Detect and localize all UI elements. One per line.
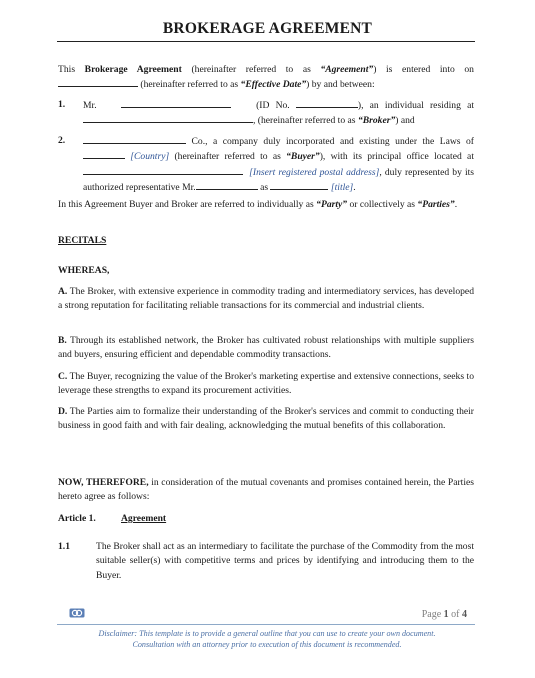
document-logo-icon [69, 608, 85, 618]
whereas-heading: WHEREAS, [58, 265, 110, 276]
address-placeholder[interactable]: [Insert registered postal address] [249, 166, 380, 178]
party-1-paragraph: Mr. (ID No. ), an individual residing at , (hereinafter referred to as “Broker”) and [83, 100, 475, 127]
rep-title-blank[interactable] [270, 180, 328, 190]
clause-1-1: The Broker shall act as an intermediary to facilitate the purchase of the Commodity from the most suitable seller(s) with competitive terms and prices by identifying and introducing them to the Buyer. [96, 541, 474, 581]
clause-number: 1.1 [58, 541, 70, 552]
now-therefore-paragraph: NOW, THEREFORE, in consideration of the mutual covenants and promises contained herein, the Parties hereto agree as follows: [58, 477, 474, 503]
title-underline [57, 41, 475, 42]
country-placeholder[interactable]: [Country] [130, 151, 170, 163]
broker-id-blank[interactable] [296, 98, 358, 108]
article-title: Agreement [121, 513, 167, 524]
page-indicator: Page 1 of 4 [421, 609, 467, 620]
title-placeholder[interactable]: [title] [330, 182, 354, 194]
party-2-number: 2. [58, 135, 66, 146]
disclaimer: Disclaimer: This template is to provide a general outline that you can use to create your own document. Consultation with an attorney prior to execution of this document is recommended. [98, 629, 436, 649]
buyer-country-blank[interactable] [83, 149, 125, 159]
recital-d: D. The Parties aim to formalize their understanding of the Broker's services and commit to conducting their business in good faith and with fair dealing, acknowledging the mutual benefits of this collaboration. [58, 406, 474, 432]
footer-divider [57, 624, 475, 625]
recitals-heading: RECITALS [58, 235, 107, 246]
recital-c: C. The Buyer, recognizing the value of the Broker's marketing expertise and extensive connections, seeks to leverage these strengths to expand its procurement activities. [58, 371, 474, 397]
buyer-address-blank[interactable] [83, 165, 243, 175]
document-title: BROKERAGE AGREEMENT [162, 20, 373, 37]
rep-name-blank[interactable] [196, 180, 258, 190]
recital-a: A. The Broker, with extensive experience in commodity trading and intermediatory services, has developed a strong reputation for facilitating reliable transactions for its commercial and industrial clients. [58, 286, 474, 312]
date-blank[interactable] [58, 77, 138, 87]
broker-address-blank[interactable] [83, 113, 253, 123]
party-2-paragraph: Co., a company duly incorporated and existing under the Laws of [Country] (hereinafter referred to as “Buyer”), with its principal office located at [Insert registered postal address], duly represented by its authorized representative Mr. as [title]. [83, 136, 475, 194]
intro-paragraph: This Brokerage Agreement (hereinafter referred to as “Agreement”) is entered into on (hereinafter referred to as “Effective Date”) by and between: [58, 64, 474, 91]
recital-b: B. Through its established network, the Broker has cultivated robust relationships with multiple suppliers and buyers, ensuring efficient and dependable commodity transactions. [58, 335, 474, 361]
party-1-number: 1. [58, 99, 66, 110]
broker-name-blank[interactable] [121, 98, 231, 108]
parties-paragraph: In this Agreement Buyer and Broker are referred to individually as “Party” or collectively as “Parties”. [58, 199, 458, 210]
article-number: Article 1. [58, 513, 96, 524]
buyer-company-blank[interactable] [83, 134, 186, 144]
